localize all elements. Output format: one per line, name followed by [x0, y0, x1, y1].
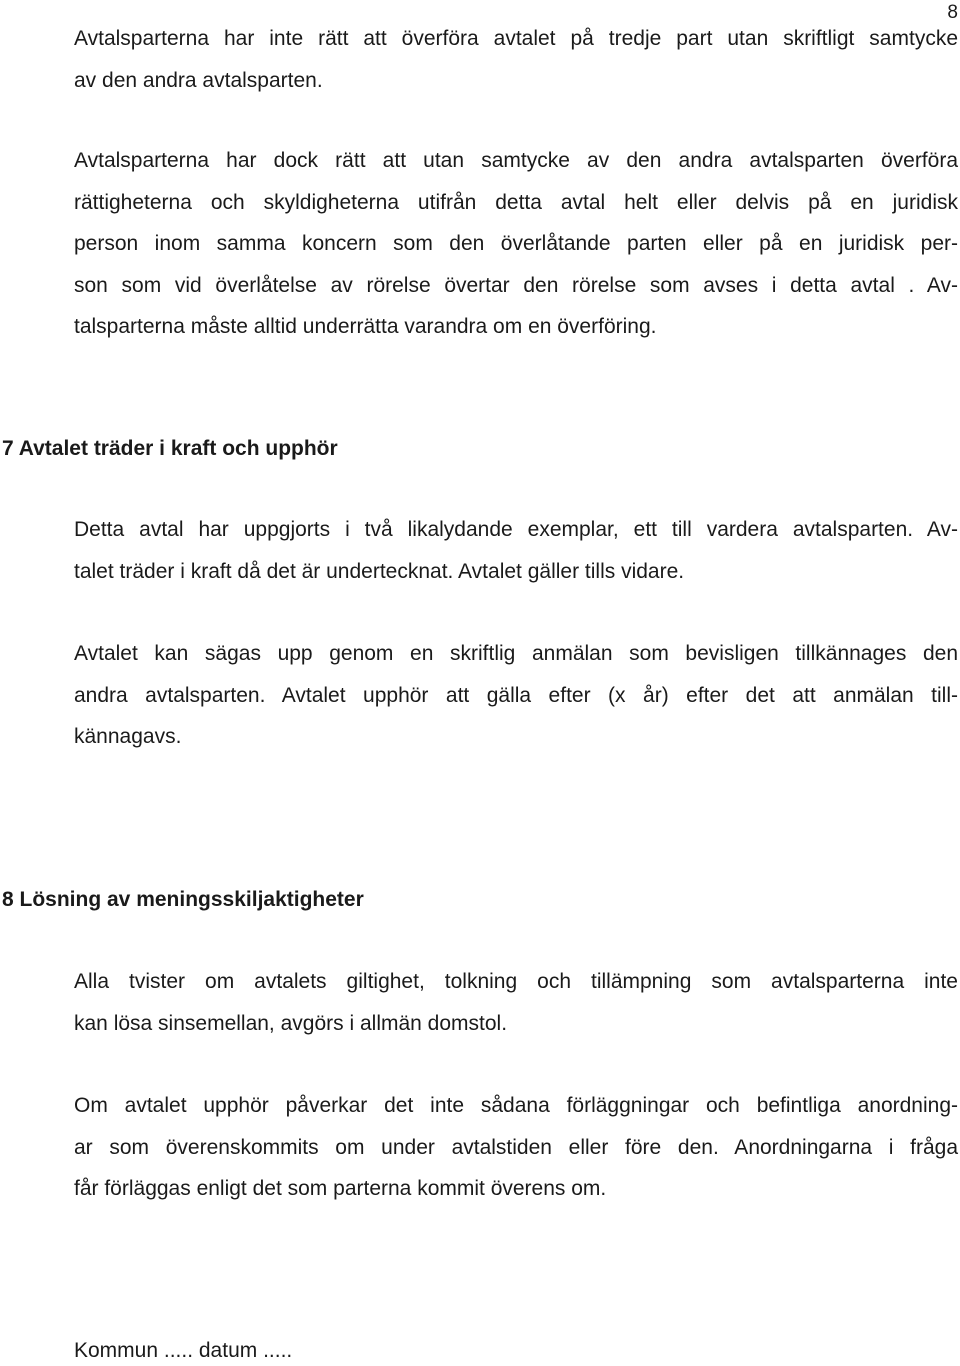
text-line: av den andra avtalsparten.: [74, 68, 323, 92]
section-heading-7: 7 Avtalet träder i kraft och upphör: [2, 437, 338, 460]
text-line: Detta avtal har uppgjorts i två likalydande exemplar, ett till vardera avtalsparten. Av-: [74, 518, 958, 541]
text-line: Alla tvister om avtalets giltighet, tolkning och tillämpning som avtalsparterna inte: [74, 970, 958, 993]
text-line: Avtalet kan sägas upp genom en skriftlig anmälan som bevisligen tillkännages den: [74, 642, 958, 665]
text-line: Avtalsparterna har dock rätt att utan samtycke av den andra avtalsparten överföra: [74, 149, 958, 172]
text-line: son som vid överlåtelse av rörelse övertar den rörelse som avses i detta avtal . Av-: [74, 273, 958, 297]
paragraph-arrangements: [74, 1085, 958, 1210]
text-line: andra avtalsparten. Avtalet upphör att gälla efter (x år) efter det att anmälan till-: [74, 683, 958, 707]
text-line: talsparterna måste alltid underrätta varandra om en överföring.: [74, 315, 657, 338]
text-line: talet träder i kraft då det är undertecknat. Avtalet gäller tills vidare.: [74, 559, 685, 583]
text-line: Avtalsparterna har inte rätt att överföra avtalet på tredje part utan skriftligt samtycke: [74, 27, 958, 50]
paragraph-transfer-rights: [74, 140, 958, 348]
text-line: kännagavs.: [74, 725, 182, 748]
signature-line: Kommun ..... datum .....: [74, 1339, 293, 1362]
text-line: får förläggas enligt det som parterna kommit överens om.: [74, 1177, 607, 1200]
text-line: rättigheterna och skyldigheterna utifrån detta avtal helt eller delvis på en juridisk: [74, 190, 958, 214]
text-line: Om avtalet upphör påverkar det inte sådana förläggningar och befintliga anordning-: [74, 1094, 958, 1117]
text-line: ar som överenskommits om under avtalstiden eller före den. Anordningarna i fråga: [74, 1135, 958, 1159]
text-line: kan lösa sinsemellan, avgörs i allmän domstol.: [74, 1011, 508, 1035]
text-line: person inom samma koncern som den överlåtande parten eller på en juridisk per-: [74, 232, 958, 255]
paragraph-copies: [74, 509, 958, 592]
paragraph-disputes: [74, 961, 958, 1044]
page-number: 8: [947, 2, 958, 23]
paragraph-termination: [74, 633, 958, 758]
section-heading-8: 8 Lösning av meningsskiljaktigheter: [2, 888, 364, 911]
paragraph-transfer-restriction: [74, 18, 958, 101]
